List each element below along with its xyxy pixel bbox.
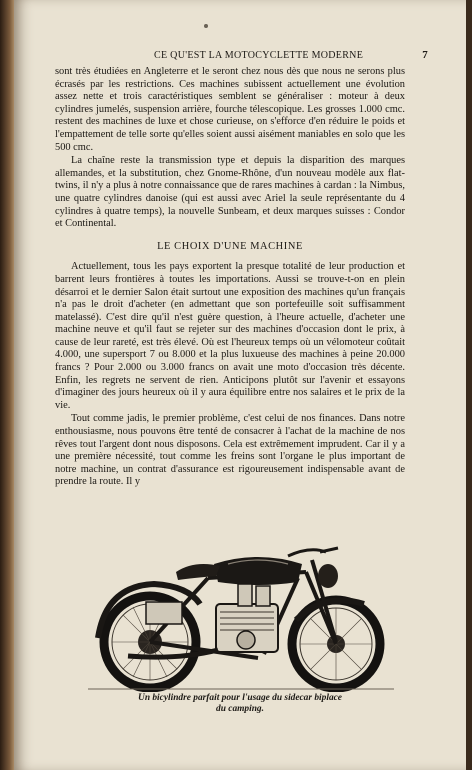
motorcycle-illustration [88, 542, 394, 692]
motorcycle-drawing [88, 542, 394, 692]
caption-line-1: Un bicylindre parfait pour l'usage du sidecar biplace [138, 693, 342, 703]
section-heading: LE CHOIX D'UNE MACHINE [157, 240, 303, 252]
paragraph: sont très étudiées en Angleterre et le seront chez nous dès que nous ne serons plus écrasés par les restrictions. Ces machines subissent actuellement une évolution assez nette et trois caractéristiques semblent se généraliser : moteur à deux cylindres jumelés, suspension arrière, fourche télescopique. Les grosses 1.000 cmc. restent des machines de luxe et chose curieuse, on s'efforce d'en réduire le poids et l'empattement de telle sorte qu'elles soient aussi aisément maniables en solo que les 500 cmc. [55, 66, 405, 153]
paragraph: Tout comme jadis, le premier problème, c'est celui de nos finances. Dans notre enthousiasme, nous pouvons être tenté de consacrer à l'achat de la machine de nos rêves tout l'argent dont nous disposons. Cela est extrêmement imprudent. Car il y a une première nécessité, tout comme les freins sont l'organe le plus important de notre machine, un contrat d'assurance est rigoureusement indispensable avant de prendre la route. Il y [55, 413, 405, 488]
running-header [64, 49, 428, 64]
page-number: 7 [422, 49, 428, 61]
figure-caption [70, 693, 410, 715]
paragraph: La chaîne reste la transmission type et depuis la disparition des marques allemandes, et la substitution, chez Gnome-Rhône, d'un nouveau modèle aux flat-twins, il n'y a plus à notre connaissance que de rares machines à cardan : la Nimbus, une quatre cylindres danoise (qui est aussi avec Ariel la seule représentante du 4 cylindres à quatre temps), la nouvelle Sunbeam, et deux marques suisses : Condor et Continental. [55, 155, 405, 230]
caption-line-2: du camping. [216, 704, 264, 714]
running-title: CE QU'EST LA MOTOCYCLETTE MODERNE [154, 50, 364, 61]
page-speck [204, 24, 208, 28]
book-spine-shadow [0, 0, 14, 770]
body-text [55, 66, 405, 489]
paragraph: Actuellement, tous les pays exportent la presque totalité de leur production et barrent leurs frontières à toutes les importations. Aussi se trouve-t-on en plein désarroi et le dernier Salon était surtout une exposition des machines qu'un français n'a pas le droit d'acheter (en admettant que son portefeuille soit suffisamment matelassé). C'est dire qu'il n'est guère question, à l'heure actuelle, d'acheter une machine neuve et qu'il faut se rejeter sur des machines d'occasion dont le prix, à cause de leur rareté, est très élevé. Où est l'heureux temps où un vélomoteur coûtait 4.000, une supersport 7 ou 8.000 et la plus luxueuse des machines à peine 20.000 francs ? Pour 2.000 ou 3.000 francs on avait une moto d'occasion très décente. Enfin, les regrets ne servent de rien. Anticipons plutôt sur l'avenir et essayons d'imaginer des jours heureux où il y aura équilibre entre nos salaires et le prix de la vie. [55, 261, 405, 411]
